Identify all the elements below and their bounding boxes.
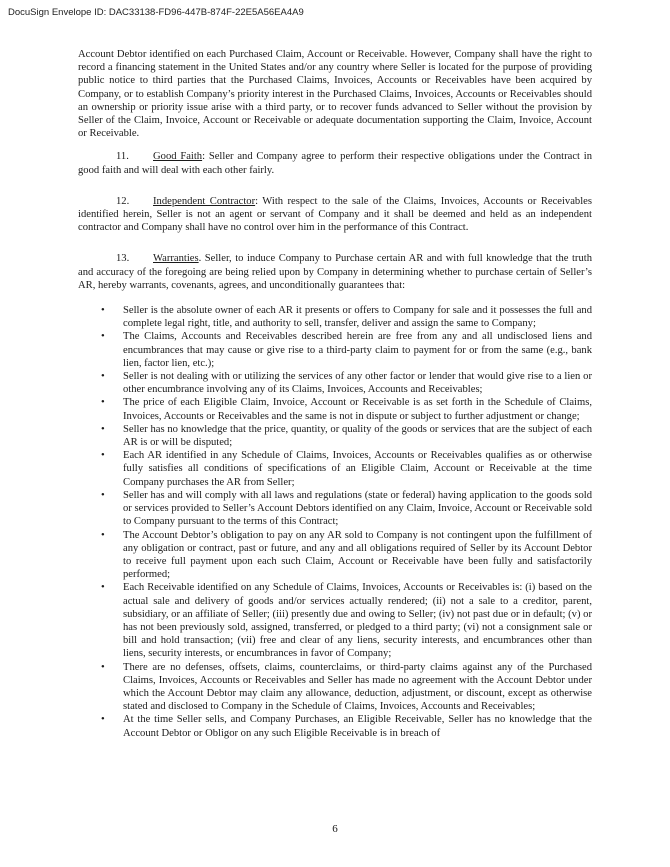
section-heading: Independent Contractor (153, 195, 256, 207)
page-number: 6 (332, 823, 338, 835)
section-heading: Warranties (153, 253, 199, 265)
section-text: . Seller, to induce Company to Purchase certain AR and with full knowledge that the truth and accuracy of the foregoing are being relied upon by Company in determining whether to purchase certain of Seller’s AR, hereby warrants, covenants, agrees, and unconditionally guarantees that: (78, 253, 592, 291)
section-13 (78, 252, 592, 292)
list-item: • The Account Debtor’s obligation to pay on any AR sold to Company is not contingent upon the fulfillment of any obligation or contract, past or future, and any and all obligations required of Seller by its Account Debtor to receive full payment upon each such Claim, Account or Receivable have been fully and satisfactorily performed; (123, 529, 592, 582)
list-item: • At the time Seller sells, and Company Purchases, an Eligible Receivable, Seller has no knowledge that the Account Debtor or Obligor on any such Eligible Receivable is in breach of (123, 713, 592, 739)
list-item: • Seller is not dealing with or utilizing the services of any other factor or lender that would give rise to a lien or other encumbrance involving any of its Claims, Invoices, Accounts and Receivables; (123, 370, 592, 396)
list-item: • The Claims, Accounts and Receivables described herein are free from any and all undisclosed liens and encumbrances that may cause or give rise to a third-party claim to payment for or from the same (e.g., bank lien, factor lien, etc.); (123, 330, 592, 370)
list-item: • Each Receivable identified on any Schedule of Claims, Invoices, Accounts or Receivables is: (i) based on the actual sale and delivery of goods and/or services actually rendered; (ii) not a sale to a creditor, parent, subsidiary, or an affiliate of Seller; (iii) presently due and owing to Seller; (iv) not past due or in default; (v) or has not been previously sold, assigned, transferred, or pledged to a third party; (vi) not a consignment sale or bill and hold transaction; (vii) free and clear of any liens, security interests, and encumbrances other than liens, security interests, or encumbrances in favor of Company; (123, 581, 592, 660)
warranties-list (78, 304, 592, 740)
list-item: • Each AR identified in any Schedule of Claims, Invoices, Accounts or Receivables qualifies as or otherwise fully satisfies all conditions of specifications of an Eligible Claim, Account or Receivable at the time Company purchases the AR from Seller; (123, 449, 592, 489)
list-item: • Seller has no knowledge that the price, quantity, or quality of the goods or services that are the subject of each AR is or will be disputed; (123, 423, 592, 449)
section-number: 11. (116, 151, 129, 163)
section-number: 12. (116, 195, 130, 207)
section-heading: Good Faith (153, 151, 203, 163)
list-item: • Seller has and will comply with all laws and regulations (state or federal) having application to the goods sold or services provided to Seller’s Account Debtors identified on any Claim, Invoice, Account or Receivable sold to Company pursuant to the terms of this Contract; (123, 489, 592, 529)
section-text: : Seller and Company agree to perform their respective obligations under the Contract in good faith and will deal with each other fairly. (78, 151, 592, 176)
section-number: 13. (116, 253, 130, 265)
section-12 (78, 195, 592, 235)
section-text: : With respect to the sale of the Claims, Invoices, Accounts or Receivables identified herein, Seller is not an agent or servant of Company and it shall be deemed and held as an independent contractor and Company shall have no control over him in the performance of this Contract. (78, 195, 592, 234)
envelope-id: DocuSign Envelope ID: DAC33138-FD96-447B-874F-22E5A56EA4A9 (8, 7, 304, 18)
section-11 (78, 150, 592, 176)
intro-paragraph: Account Debtor identified on each Purchased Claim, Account or Receivable. However, Company shall have the right to record a financing statement in the United States and/or any country where Seller is located for the purpose of providing public notice to third parties that the Purchased Claims, Invoices, Accounts or Receivables have been acquired by Company, or to establish Company’s priority interest in the Purchased Claims, Invoices, Accounts or Receivables should an ownership or priority issue arise with a third party, or to recover funds advanced to Seller without the provision by Seller of the Claim, Invoice, Account or Receivable or adequate documentation supporting the Claim, Invoice, Account or Receivable. (78, 49, 592, 140)
document-body (78, 48, 592, 740)
list-item: • Seller is the absolute owner of each AR it presents or offers to Company for sale and it possesses the full and complete legal right, title, and authority to sell, transfer, deliver and assign the same to Company; (123, 304, 592, 330)
list-item: • There are no defenses, offsets, claims, counterclaims, or third-party claims against any of the Purchased Claims, Invoices, Accounts or Receivables and Seller has made no agreement with the Account Debtor under which the Account Debtor may claim any allowance, deduction, adjustment, or discount, except as otherwise stated and disclosed to Company in the Schedule of Claims, Invoices, Accounts and Receivables; (123, 661, 592, 714)
list-item: • The price of each Eligible Claim, Invoice, Account or Receivable is as set forth in the Schedule of Claims, Invoices, Accounts or Receivables and the same is not in dispute or subject to further adjustment or change; (123, 396, 592, 422)
